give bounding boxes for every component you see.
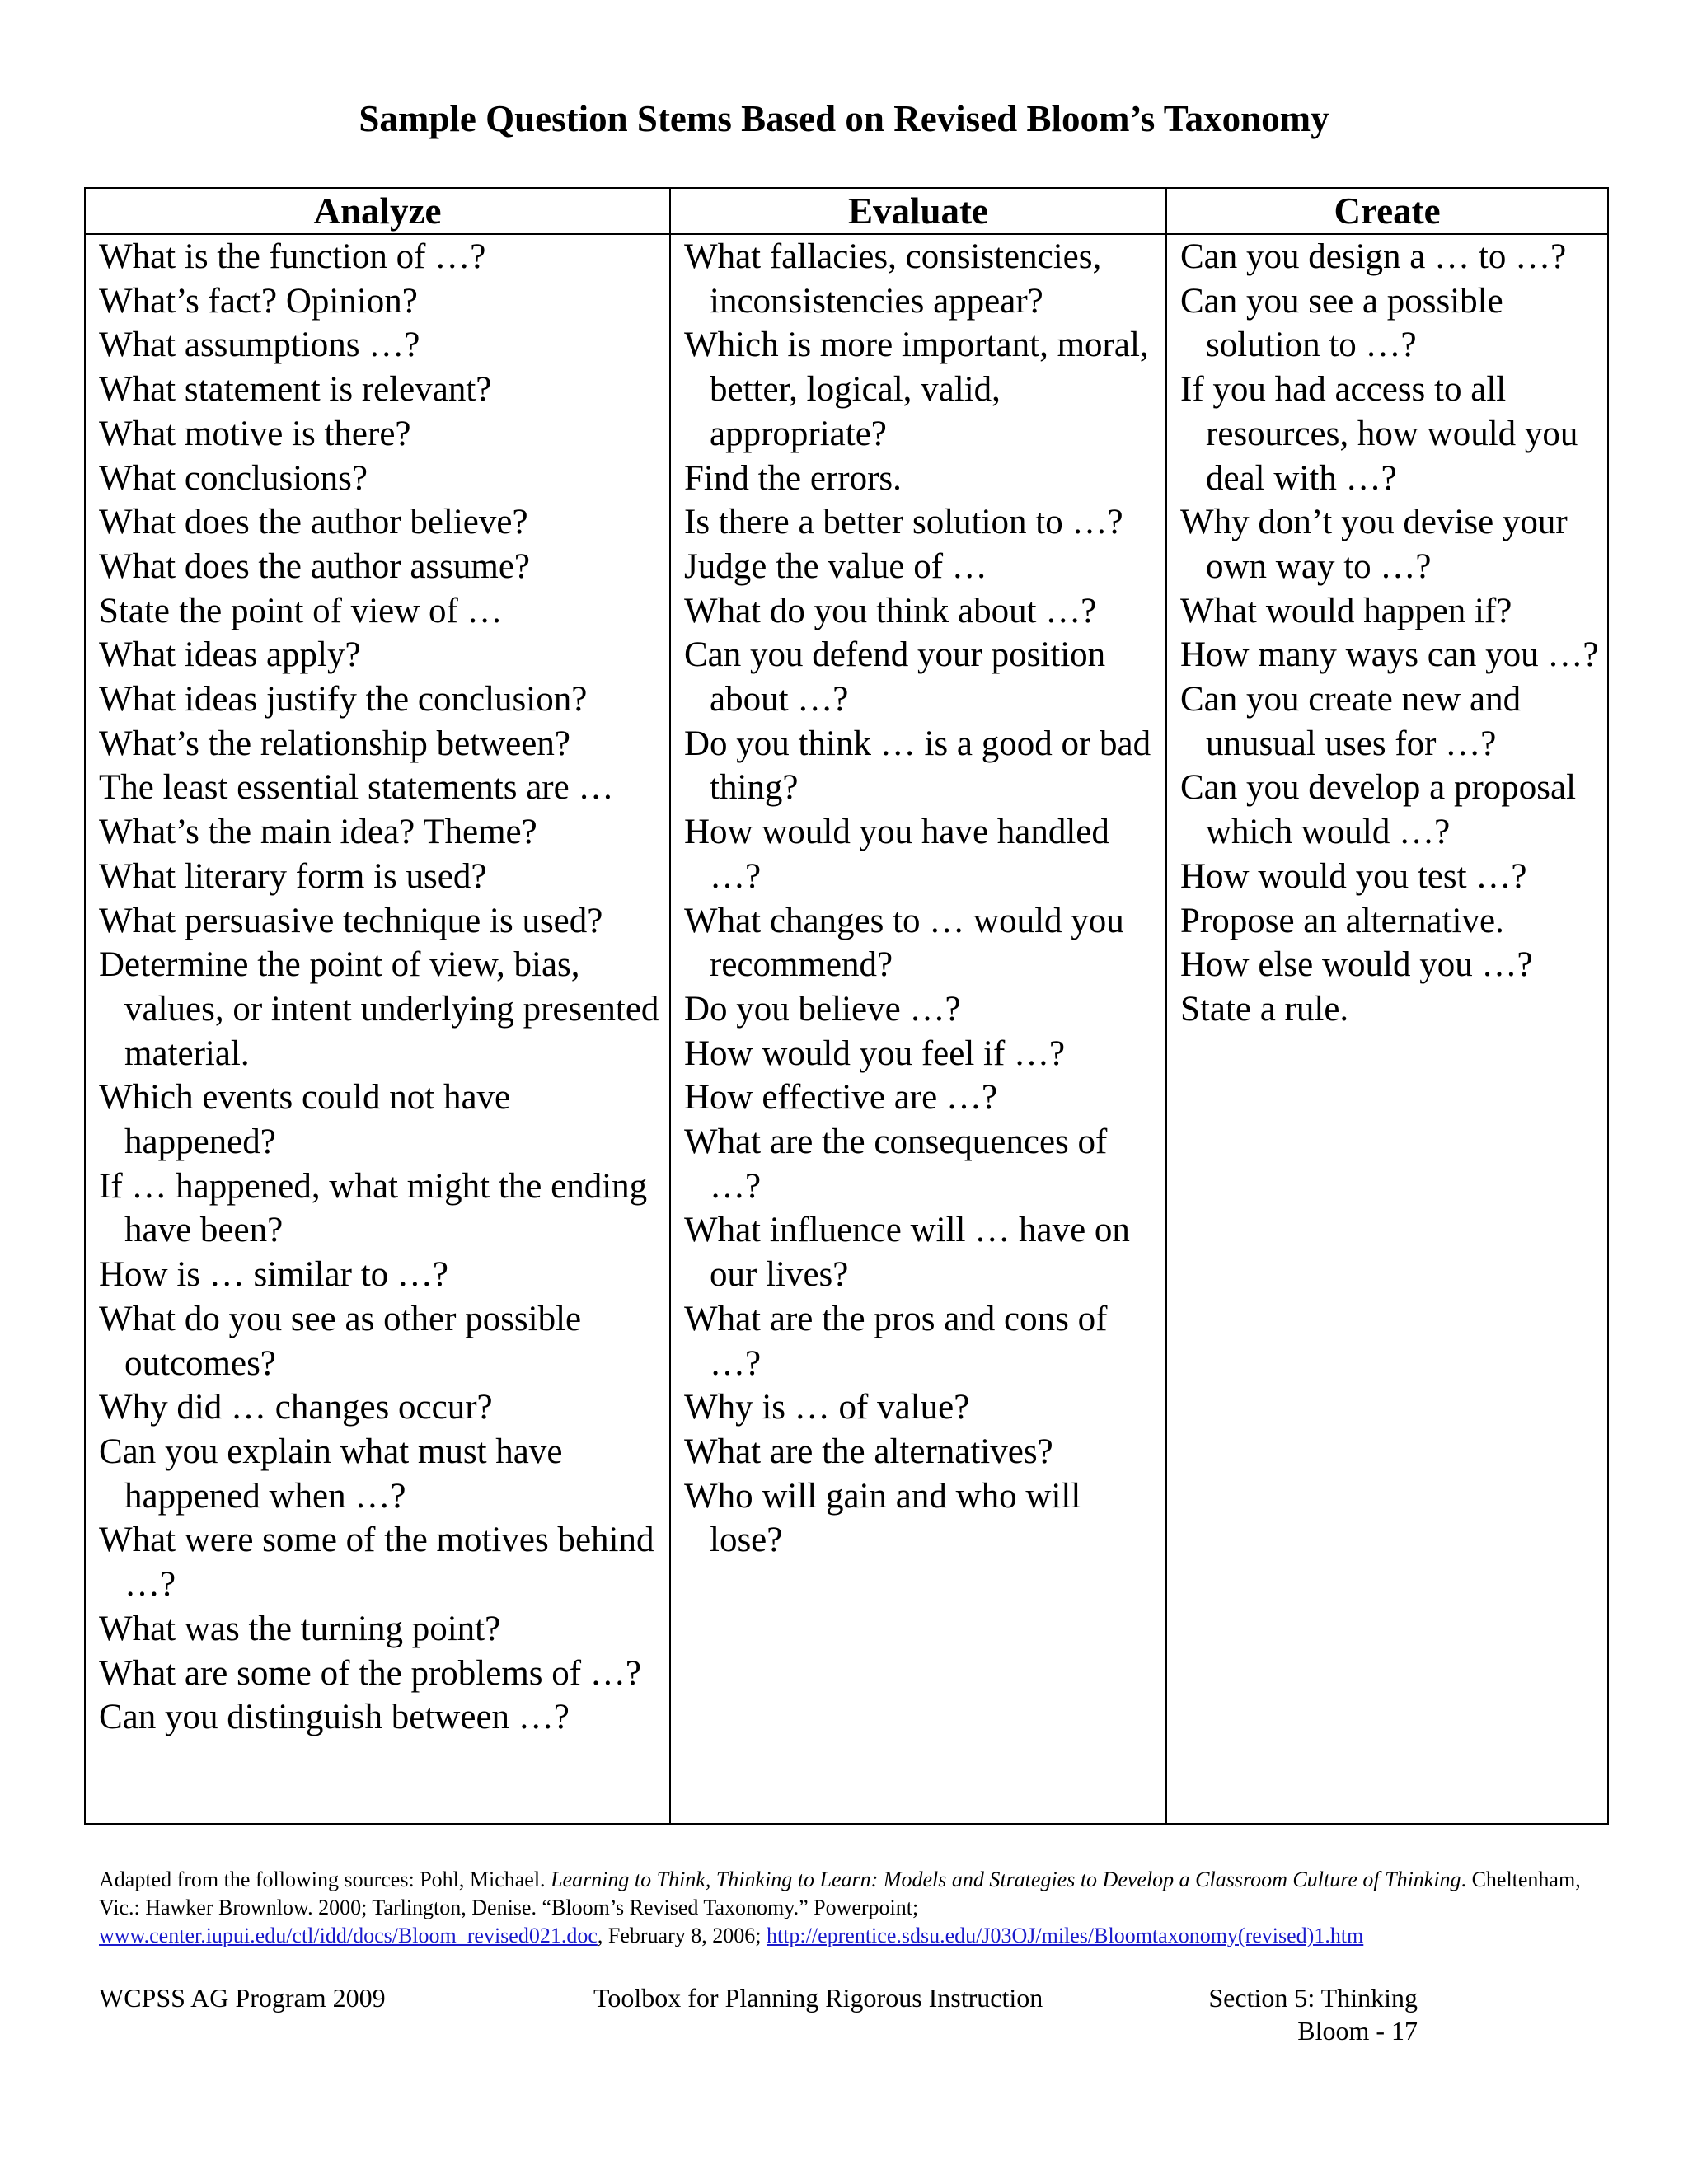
question-stem: What conclusions? (99, 458, 368, 498)
question-stem: What do you think about …? (684, 591, 1097, 630)
question-stem: Can you explain what must have happened when …? (99, 1432, 563, 1516)
question-stem: Judge the value of … (684, 546, 987, 586)
question-stem: Do you believe …? (684, 989, 961, 1029)
question-stem: If you had access to all resources, how would you deal with …? (1180, 370, 1578, 498)
question-stem: How would you test …? (1180, 856, 1527, 896)
question-stem: Which is more important, moral, better, logical, valid, appropriate? (684, 326, 1149, 453)
sources-between-links: , February 8, 2006; (597, 1924, 767, 1947)
source-link-iupui[interactable]: www.center.iupui.edu/ctl/idd/docs/Bloom_revised021.doc (99, 1924, 598, 1947)
question-stem: Why did … changes occur? (99, 1388, 493, 1427)
question-stem: What statement is relevant? (99, 370, 492, 410)
page-title: Sample Question Stems Based on Revised Bloom’s Taxonomy (359, 98, 1329, 139)
question-stem: How would you have handled …? (684, 813, 1109, 896)
footer-page-number: Bloom - 17 (1297, 2016, 1418, 2046)
question-stem: State the point of view of … (99, 591, 503, 630)
table-header-row (85, 188, 1608, 234)
sources-note (99, 1866, 1607, 1950)
question-stem: What does the author believe? (99, 503, 528, 542)
footer-program: WCPSS AG Program 2009 (99, 1983, 386, 2013)
question-stem: How is … similar to …? (99, 1255, 448, 1295)
question-stem: Propose an alternative. (1180, 901, 1504, 940)
question-stem: What’s the relationship between? (99, 724, 570, 763)
question-stem: Can you see a possible solution to …? (1180, 281, 1503, 365)
header-create: Create (1166, 188, 1608, 234)
question-stem: What persuasive technique is used? (99, 901, 603, 940)
question-stem: What are the alternatives? (684, 1432, 1053, 1471)
question-stem: Find the errors. (684, 458, 902, 498)
header-analyze: Analyze (85, 188, 670, 234)
question-stem: What ideas justify the conclusion? (99, 680, 588, 719)
question-stem: How many ways can you …? (1180, 635, 1599, 675)
question-stem: What are some of the problems of …? (99, 1653, 641, 1693)
create-column (1166, 234, 1608, 1824)
sources-book-title: Learning to Think, Thinking to Learn: Models and Strategies to Develop a Classroom Culture of Thinking (551, 1868, 1461, 1891)
question-stem: Can you develop a proposal which would …? (1180, 768, 1577, 852)
question-stem: Can you create new and unusual uses for …? (1180, 680, 1522, 763)
table-body-row (85, 234, 1608, 1824)
question-stem: What influence will … have on our lives? (684, 1211, 1130, 1295)
question-stem: How would you feel if …? (684, 1033, 1066, 1073)
question-stem: If … happened, what might the ending have been? (99, 1166, 648, 1250)
question-stem: Can you defend your position about …? (684, 635, 1106, 719)
question-stem: How effective are …? (684, 1078, 998, 1118)
question-stem: Is there a better solution to …? (684, 503, 1123, 542)
question-stem: State a rule. (1180, 989, 1349, 1029)
question-stem: What are the pros and cons of …? (684, 1299, 1108, 1383)
question-stem: How else would you …? (1180, 945, 1533, 985)
question-stem: What were some of the motives behind …? (99, 1521, 654, 1605)
question-stem: What does the author assume? (99, 546, 530, 586)
question-stem: What was the turning point? (99, 1609, 501, 1648)
question-stem: What are the consequences of …? (684, 1122, 1108, 1206)
question-stem: What changes to … would you recommend? (684, 901, 1124, 985)
question-stems-table (84, 187, 1609, 1825)
sources-prefix: Adapted from the following sources: Pohl, Michael. (99, 1868, 551, 1891)
question-stem: What’s fact? Opinion? (99, 281, 418, 321)
question-stem: What is the function of …? (99, 237, 486, 276)
question-stem: Do you think … is a good or bad thing? (684, 724, 1151, 808)
question-stem: Why don’t you devise your own way to …? (1180, 503, 1568, 586)
question-stem: What motive is there? (99, 414, 411, 453)
footer-section-line: Section 5: Thinking (1208, 1983, 1418, 2013)
footer-section (1187, 1981, 1418, 2047)
question-stem: What’s the main idea? Theme? (99, 813, 537, 852)
analyze-column (85, 234, 670, 1824)
question-stem: Can you distinguish between …? (99, 1698, 570, 1737)
header-evaluate: Evaluate (670, 188, 1166, 234)
question-stem: What would happen if? (1180, 591, 1512, 630)
question-stem: Who will gain and who will lose? (684, 1476, 1081, 1560)
question-stem: What ideas apply? (99, 635, 361, 675)
question-stem: What do you see as other possible outcomes? (99, 1299, 582, 1383)
footer-toolbox: Toolbox for Planning Rigorous Instruction (593, 1983, 1043, 2013)
question-stem: Why is … of value? (684, 1388, 970, 1427)
question-stem: Can you design a … to …? (1180, 237, 1567, 276)
source-link-sdsu[interactable]: http://eprentice.sdsu.edu/J03OJ/miles/Bloomtaxonomy(revised)1.htm (766, 1924, 1364, 1947)
question-stem: Which events could not have happened? (99, 1078, 511, 1162)
question-stem: What literary form is used? (99, 856, 487, 896)
question-stem: The least essential statements are … (99, 768, 614, 808)
question-stem: What fallacies, consistencies, inconsistencies appear? (684, 237, 1102, 321)
question-stem: Determine the point of view, bias, values, or intent underlying presented material. (99, 945, 659, 1073)
sources-after-book: . Cheltenham, Vic.: Hawker Brownlow. 2000; Tarlington, Denise. “Bloom’s Revised Taxonomy.” Powerpoint; (99, 1868, 1581, 1919)
question-stem: What assumptions …? (99, 326, 420, 365)
evaluate-column (670, 234, 1166, 1824)
